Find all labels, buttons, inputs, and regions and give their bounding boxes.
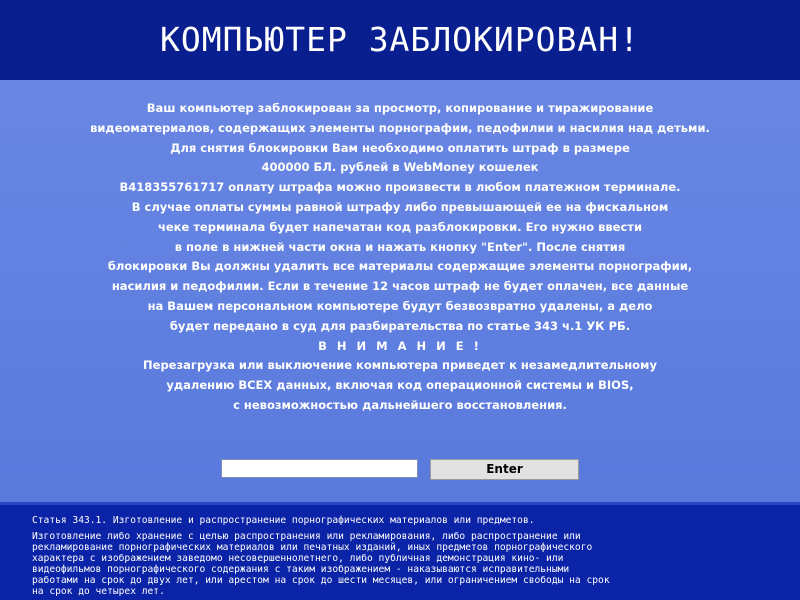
message-line: B418355761717 оплату штрафа можно произвести в любом платежном терминале. [119,180,681,195]
message-line: удалению ВСЕХ данных, включая код операционной системы и BIOS, [166,378,634,393]
message-line: на Вашем персональном компьютере будут безвозвратно удалены, а дело [147,298,653,313]
message-line: Для снятия блокировки Вам необходимо оплатить штраф в размере [170,140,630,155]
message-line: Перезагрузка или выключение компьютера приведет к незамедлительному [143,358,657,373]
message-line: блокировки Вы должны удалить все материалы содержащие элементы порнографии, [107,259,693,274]
message-line: с невозможностью дальнейшего восстановления. [233,397,567,412]
attention-heading: В Н И М А Н И Е ! [318,338,482,353]
law-article-line: Изготовление либо хранение с целью распространения или рекламирования, либо распространение или [32,531,581,542]
message-line: насилия и педофилии. Если в течение 12 часов штраф не будет оплачен, все данные [111,279,689,294]
footer-law-text [0,502,800,600]
law-article-body [32,531,772,597]
page-title: КОМПЬЮТЕР ЗАБЛОКИРОВАН! [160,20,640,59]
law-article-line: рекламирование порнографических материалов или печатных изданий, иных предметов порнографического [32,542,593,553]
message-line: будет передано в суд для разбирательства по статье 343 ч.1 УК РБ. [169,318,631,333]
law-article-line: работами на срок до двух лет, или арестом на срок до шести месяцев, или ограничением свободы на срок [32,575,610,586]
unlock-code-input[interactable] [221,459,418,478]
law-article-heading: Статья 343.1. Изготовление и распространение порнографических материалов или предметов. [32,515,535,526]
enter-button[interactable]: Enter [430,459,579,480]
ransom-message [40,99,760,416]
header-bar [0,0,800,80]
message-line: 400000 БЛ. рублей в WebMoney кошелек [261,160,539,175]
law-article-line: на срок до четырех лет. [32,586,165,597]
message-line: в поле в нижней части окна и нажать кнопку "Enter". После снятия [174,239,626,254]
message-line: В случае оплаты суммы равной штрафу либо превышающей ее на фискальном [131,199,669,214]
message-line: чеке терминала будет напечатан код разблокировки. Его нужно ввести [157,219,643,234]
message-line: видеоматериалов, содержащих элементы порнографии, педофилии и насилия над детьми. [90,120,710,135]
law-article-line: видеофильмов порнографического содержания с таким изображением - наказываются исправительными [32,564,570,575]
message-line: Ваш компьютер заблокирован за просмотр, копирование и тиражирование [146,101,654,115]
law-article-line: характера с изображением заведомо несовершеннолетнего, либо публичная демонстрация кино- или [32,553,564,564]
main-panel [0,80,800,502]
